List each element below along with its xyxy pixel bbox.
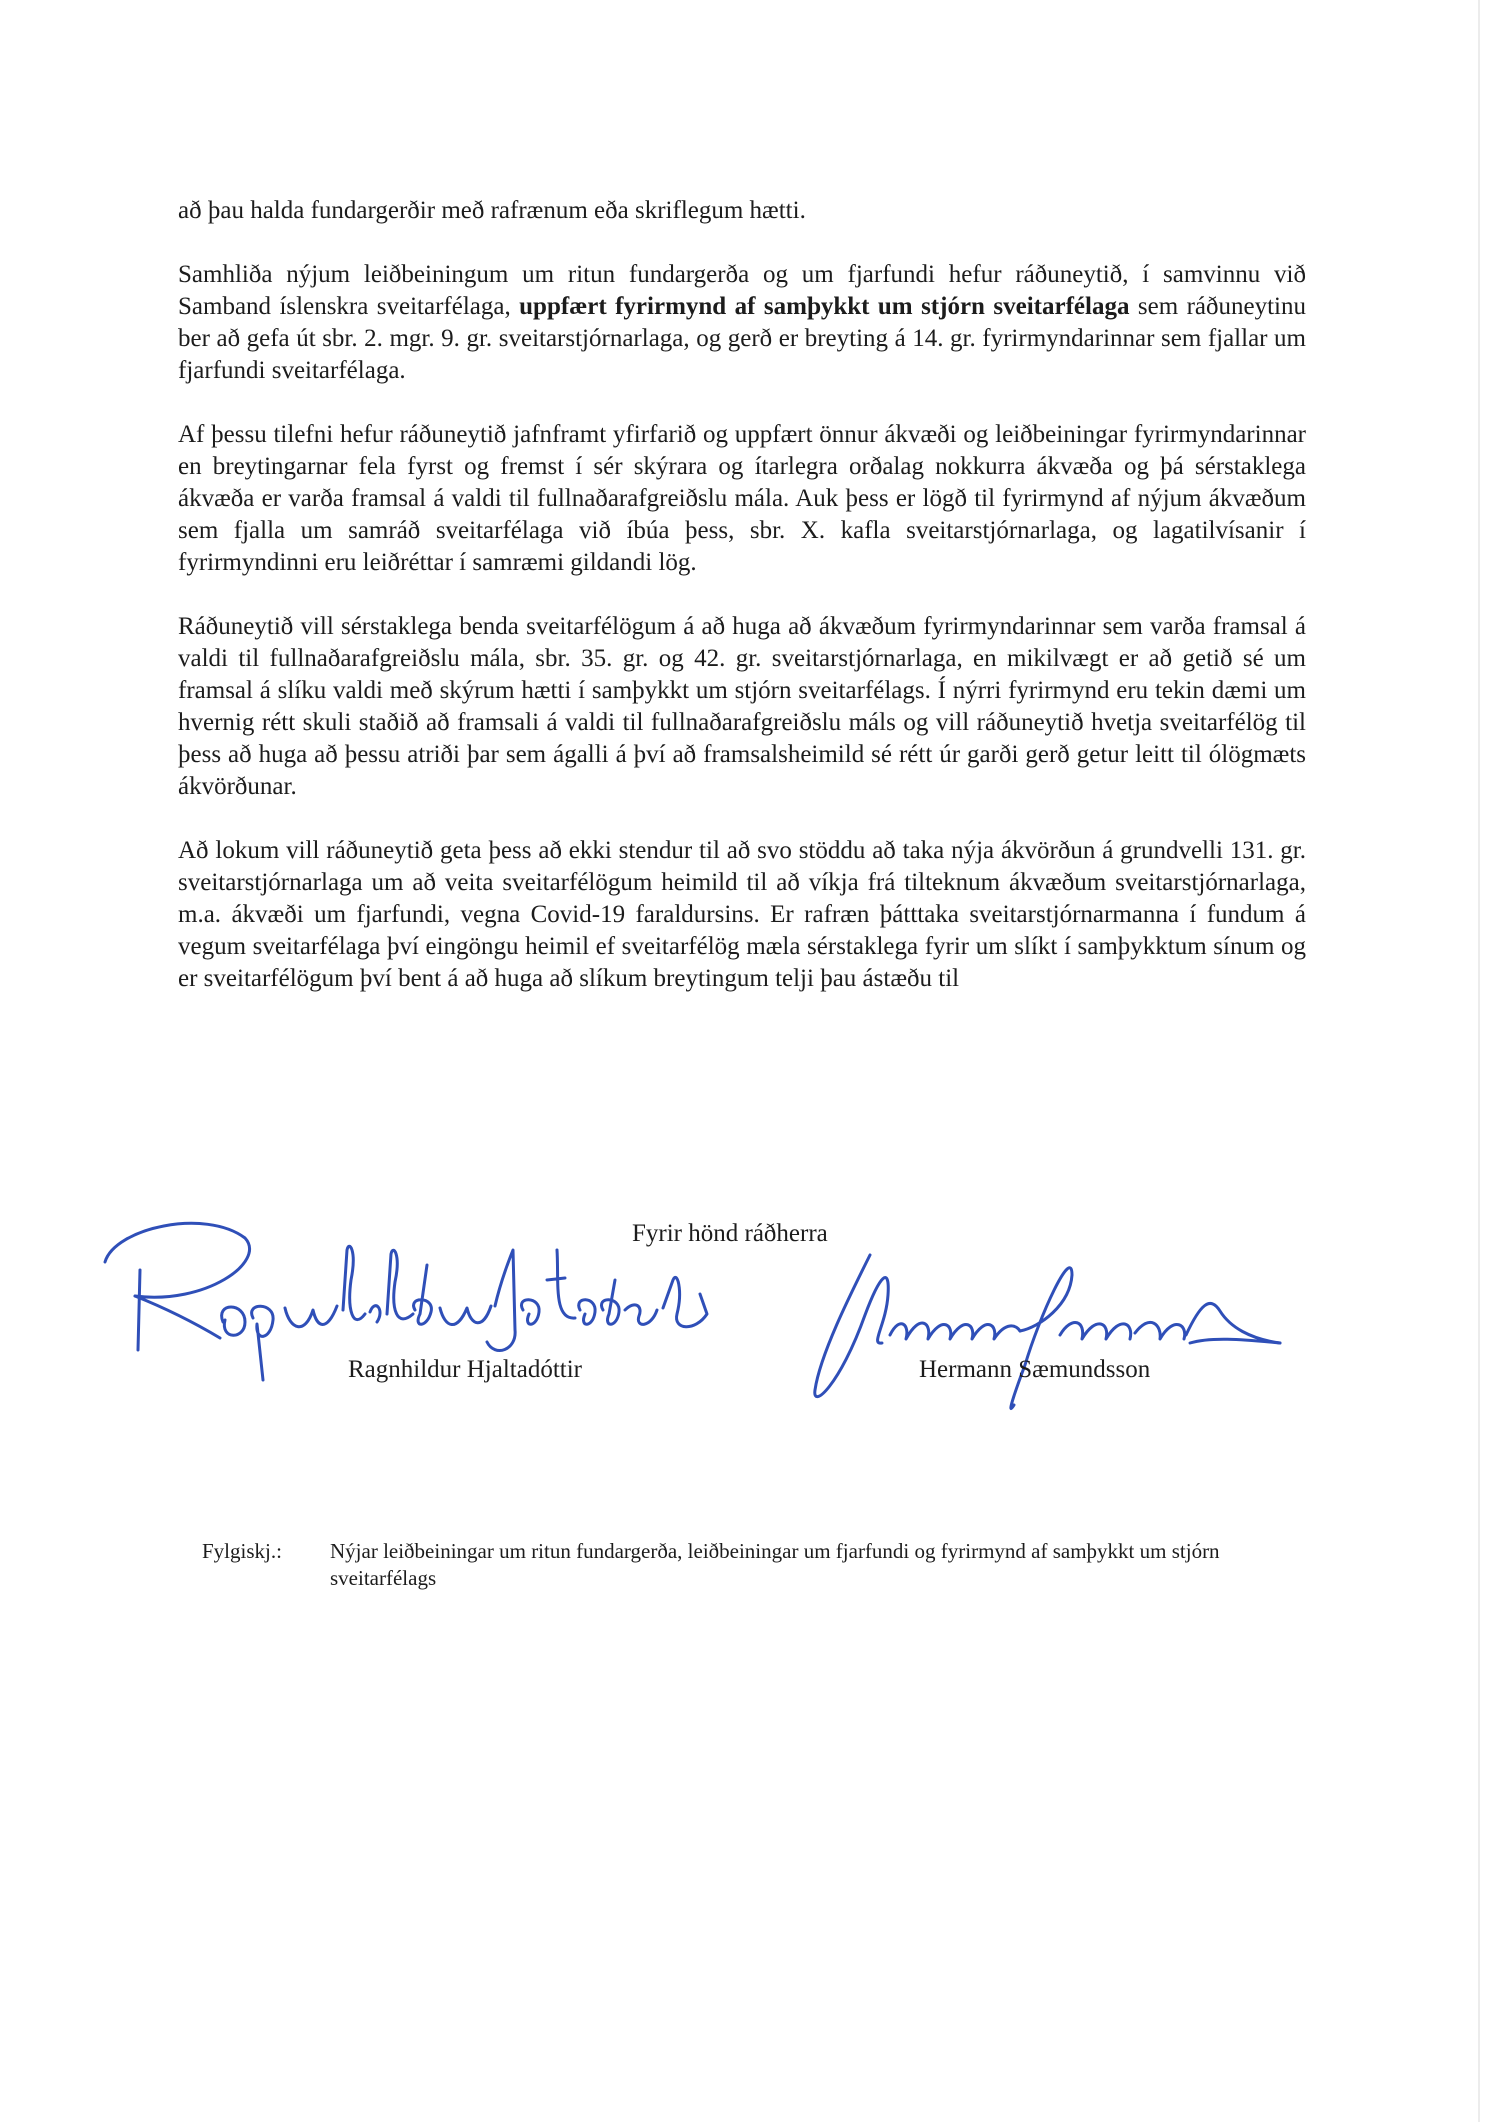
signature-hermann-image — [810, 1235, 1330, 1415]
paragraph-2-bold-phrase: uppfært fyrirmynd af samþykkt um stjórn sveitarfélaga — [519, 293, 1130, 320]
signatory-left-name: Ragnhildur Hjaltadóttir — [348, 1356, 582, 1383]
scan-edge-line — [1478, 0, 1480, 2122]
attachment-label: Fylgiskj.: — [202, 1539, 282, 1563]
paragraph-delegation: Ráðuneytið vill sérstaklega benda sveitarfélögum á að huga að ákvæðum fyrirmyndarinnar sem varða framsal á valdi til fullnaðarafgreiðslu mála, sbr. 35. gr. og 42. gr. sveitarstjórnarlaga, en mikilvægt er að getið sé um framsal á slíku valdi með skýrum hætti í samþykkt um stjórn sveitarfélags. Í nýrri fyrirmynd eru tekin dæmi um hvernig rétt skuli staðið að framsali á valdi til fullnaðarafgreiðslu máls og vill ráðuneytið hvetja sveitarfélög til þess að huga að þessu atriði þar sem ágalli á því að framsalsheimild sé rétt úr garði gerð getur leitt til ólögmæts ákvörðunar. — [178, 613, 1306, 800]
signatory-right-name: Hermann Sæmundsson — [919, 1356, 1151, 1383]
paragraph-2-rest: sem ráðuneytinu ber að gefa út sbr. 2. mgr. 9. gr. sveitarstjórnarlaga, og gerð er breyting á 14. gr. fyrirmyndarinnar sem fjallar um fjarfundi sveitarfélaga. — [178, 293, 1306, 384]
opening-line: að þau halda fundargerðir með rafrænum eða skriflegum hætti. — [178, 197, 806, 224]
paragraph-templates-update — [178, 259, 1306, 387]
closing-phrase: Fyrir hönd ráðherra — [632, 1220, 828, 1247]
paragraph-review: Af þessu tilefni hefur ráðuneytið jafnframt yfirfarið og uppfært önnur ákvæði og leiðbeiningar fyrirmyndarinnar en breytingarnar fela fyrst og fremst í sér skýrara og ítarlegra orðalag nokkurra ákvæða og þá sérstaklega ákvæða er varða framsal á valdi til fullnaðarafgreiðslu mála. Auk þess er lögð til fyrirmynd af nýjum ákvæðum sem fjalla um samráð sveitarfélaga við íbúa þess, sbr. X. kafla sveitarstjórnarlaga, og lagatilvísanir í fyrirmyndinni eru leiðréttar í samræmi gildandi lög. — [178, 421, 1306, 576]
letter-body — [178, 195, 1306, 995]
paragraph-covid: Að lokum vill ráðuneytið geta þess að ekki stendur til að svo stöddu að taka nýja ákvörðun á grundvelli 131. gr. sveitarstjórnarlaga um að veita sveitarfélögum heimild til að víkja frá tilteknum ákvæðum sveitarstjórnarlaga, m.a. ákvæði um fjarfundi, vegna Covid-19 faraldursins. Er rafræn þátttaka sveitarstjórnarmanna í fundum á vegum sveitarfélaga því eingöngu heimil ef sveitarfélög mæla sérstaklega fyrir um slíkt í samþykktum sínum og er sveitarfélögum því bent á að huga að slíkum breytingum telji þau ástæðu til — [178, 837, 1306, 992]
paragraph-2-intro: Samhliða nýjum leiðbeiningum um ritun fundargerða og um fjarfundi hefur ráðuneytið, í samvinnu við Samband íslenskra sveitarfélaga, — [178, 261, 1306, 320]
attachment-description: Nýjar leiðbeiningar um ritun fundargerða, leiðbeiningar um fjarfundi og fyrirmynd af samþykkt um stjórn sveitarfélags — [330, 1539, 1220, 1590]
